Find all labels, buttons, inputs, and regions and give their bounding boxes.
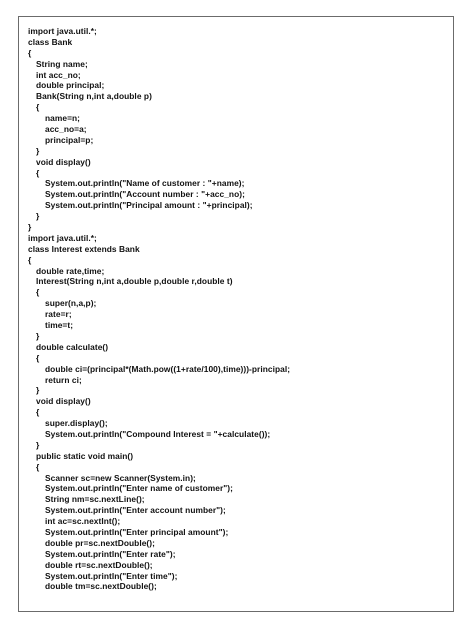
code-block [28,26,290,592]
code-line: } [36,330,40,341]
code-line: } [36,385,40,396]
code-line: super.display(); [45,418,108,429]
code-line: return ci; [45,374,82,385]
code-line: } [28,222,32,233]
code-line: Bank(String n,int a,double p) [36,91,152,102]
code-line: void display() [36,156,91,167]
code-line: { [36,287,40,298]
code-line: acc_no=a; [45,124,87,135]
code-line: } [36,439,40,450]
code-line: { [36,167,40,178]
code-line: double calculate() [36,341,109,352]
code-line: System.out.println("Enter account number"); [45,505,226,516]
code-line: int acc_no; [36,69,81,80]
code-line: System.out.println("Name of customer : "+name); [45,178,245,189]
code-line: public static void main() [36,450,134,461]
code-line: { [36,407,40,418]
code-line: class Interest extends Bank [28,243,140,254]
code-line: String name; [36,58,88,69]
code-line: { [36,461,40,472]
code-line: System.out.println("Enter principal amount"); [45,526,229,537]
code-line: { [36,102,40,113]
code-line: Scanner sc=new Scanner(System.in); [45,472,196,483]
code-line: double tm=sc.nextDouble(); [45,581,157,592]
code-line: import java.util.*; [28,26,97,36]
code-line: double pr=sc.nextDouble(); [45,537,155,548]
code-line: System.out.println("Enter time"); [45,570,178,581]
code-line: void display() [36,396,91,407]
code-line: class Bank [28,36,73,47]
code-line: principal=p; [45,134,94,145]
code-line: name=n; [45,113,81,124]
code-line: { [28,47,32,58]
code-line: { [36,352,40,363]
code-line: double rt=sc.nextDouble(); [45,559,153,570]
code-line: System.out.println("Account number : "+acc_no); [45,189,245,200]
code-line: System.out.println("Enter name of customer"); [45,483,233,494]
code-line: { [28,254,32,265]
code-line: Interest(String n,int a,double p,double r,double t) [36,276,233,287]
code-line: System.out.println("Principal amount : "+principal); [45,200,253,211]
code-line: double rate,time; [36,265,105,276]
code-line: super(n,a,p); [45,298,97,309]
code-line: double principal; [36,80,105,91]
code-line: System.out.println("Compound Interest = "+calculate()); [45,428,271,439]
code-line: String nm=sc.nextLine(); [45,494,145,505]
code-line: time=t; [45,320,74,331]
code-line: import java.util.*; [28,232,97,243]
code-line: } [36,211,40,222]
code-line: rate=r; [45,309,72,320]
code-line: } [36,145,40,156]
code-line: double ci=(principal*(Math.pow((1+rate/100),time)))-principal; [45,363,291,374]
code-line: int ac=sc.nextInt(); [45,516,121,527]
code-line: System.out.println("Enter rate"); [45,548,176,559]
